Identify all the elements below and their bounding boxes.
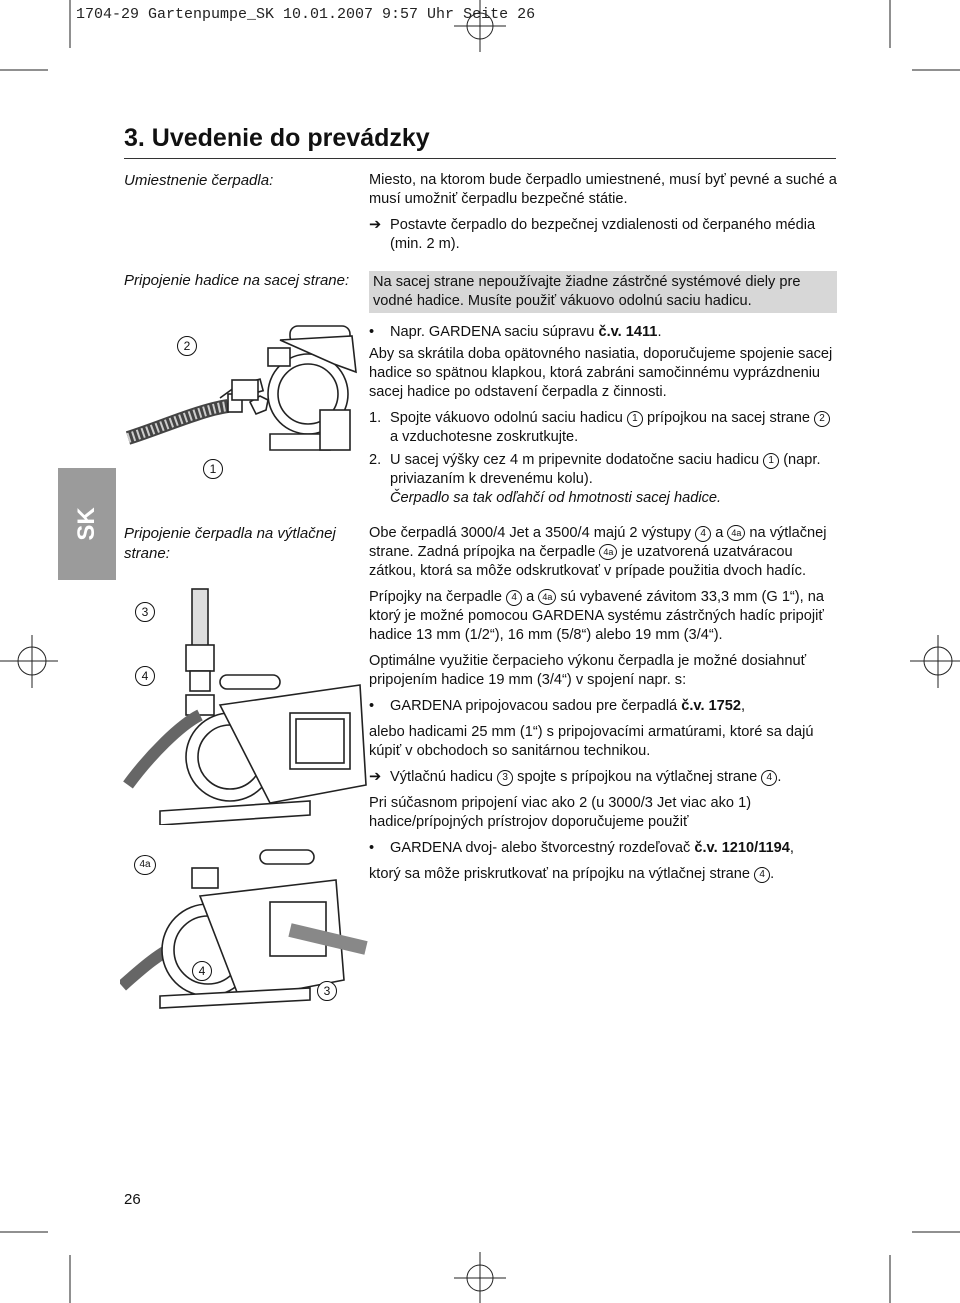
example-text: Napr. GARDENA saciu súpravu <box>390 324 599 340</box>
p1-d: je uzatvorená uzatváracou zátkou, ktorá sa môže odskrutkovať v prípade použitia dvoch hadíc. <box>369 544 807 579</box>
p2-c: sú vybavené závitom 33,3 mm (G 1“), na ktorý je možné pomocou GARDENA systému zástrčných hadíc pripojiť hadice 13 mm (1/2“), 16 mm (5/8“) alebo 19 mm (3/4“). <box>369 589 824 643</box>
fig-label-3: 3 <box>135 602 155 622</box>
pressure-p4: alebo hadicami 25 mm (1“) s pripojovacími armatúrami, ktoré sa dajú kúpiť v obchodoch so sanitárnou technikou. <box>369 724 814 759</box>
p2-a: Prípojky na čerpadle <box>369 589 507 605</box>
print-slug: 1704-29 Gartenpumpe_SK 10.01.2007 9:57 Uhr Seite 26 <box>76 6 536 23</box>
b1-c: , <box>741 698 746 714</box>
placement-instruction-text: Postavte čerpadlo do bezpečnej vzdialenosti od čerpaného média (min. 2 m). <box>390 217 816 252</box>
fig-label-2: 2 <box>177 336 197 356</box>
pressure-p2 <box>369 588 837 645</box>
arrow-icon: ➔ <box>369 769 382 785</box>
fig-label-3-rear: 3 <box>317 981 337 1001</box>
ref-2-icon: 2 <box>814 411 830 427</box>
suction-example <box>369 323 837 342</box>
fig-label-4a: 4a <box>134 855 156 875</box>
step1-text-b: prípojkou na sacej strane <box>642 410 815 426</box>
step2-text-b: (napr. priviazaním k drevenému kolu). <box>390 452 821 487</box>
ref-1-icon: 1 <box>627 411 643 427</box>
suction-step-2 <box>369 451 837 508</box>
b2-a: GARDENA dvoj- alebo štvorcestný rozdeľovač <box>390 840 695 856</box>
arrow-c: . <box>777 769 782 785</box>
section-title: 3. Uvedenie do prevádzky <box>124 124 430 152</box>
ref-4a-icon: 4a <box>599 544 617 560</box>
bullet-icon: • <box>369 840 375 856</box>
p6-b: . <box>770 866 775 882</box>
pressure-body <box>369 524 837 891</box>
arrow-a: Výtlačnú hadicu <box>390 769 498 785</box>
page-number: 26 <box>124 1191 141 1208</box>
p1-a: Obe čerpadlá 3000/4 Jet a 3500/4 majú 2 výstupy <box>369 525 696 541</box>
example-suffix: . <box>657 324 662 340</box>
pressure-illustration <box>120 585 370 825</box>
fig-label-1: 1 <box>203 459 223 479</box>
arrow-b: spojte s prípojkou na výtlačnej strane <box>513 769 762 785</box>
step-number: 1. <box>369 410 382 426</box>
pressure-p6 <box>369 865 837 884</box>
step2-text-a: U sacej výšky cez 4 m pripevnite dodatočne saciu hadicu <box>390 452 764 468</box>
placement-heading: Umiestnenie čerpadla: <box>124 172 274 189</box>
step1-text-c: a vzduchotesne zoskrutkujte. <box>390 429 579 445</box>
p1-b: a <box>711 525 728 541</box>
pressure-p5: Pri súčasnom pripojení viac ako 2 (u 3000/3 Jet viac ako 1) hadice/prípojných prístrojov doporučujeme použiť <box>369 795 752 830</box>
suction-step-1 <box>369 409 837 447</box>
suction-heading: Pripojenie hadice na sacej strane: <box>124 272 350 289</box>
ref-4-icon: 4 <box>754 867 770 883</box>
placement-text: Miesto, na ktorom bude čerpadlo umiestnené, musí byť pevné a suché a musí umožniť čerpadlu bezpečné státie. <box>369 172 837 207</box>
title-rule <box>124 158 836 159</box>
ref-4-icon: 4 <box>761 770 777 786</box>
b1-part-number: č.v. 1752 <box>681 698 742 714</box>
pressure-heading: Pripojenie čerpadla na výtlačnej strane: <box>124 525 336 562</box>
step1-text-a: Spojte vákuovo odolnú saciu hadicu <box>390 410 627 426</box>
b2-part-number: č.v. 1210/1194 <box>694 840 790 856</box>
step2-italic: Čerpadlo sa tak odľahčí od hmotnosti sacej hadice. <box>390 490 722 506</box>
ref-1-icon: 1 <box>763 453 779 469</box>
p2-b: a <box>522 589 539 605</box>
pressure-p3: Optimálne využitie čerpacieho výkonu čerpadla je možné dosiahnuť pripojením hadice 19 mm (3/4“) v spojení napr. s: <box>369 653 807 688</box>
suction-body <box>369 271 837 508</box>
b2-c: , <box>789 840 794 856</box>
language-tab <box>58 468 116 580</box>
pressure-bullet-2 <box>369 839 837 858</box>
ref-3-icon: 3 <box>497 770 513 786</box>
ref-4a-icon: 4a <box>727 525 745 541</box>
arrow-icon: ➔ <box>369 217 382 233</box>
bullet-icon: • <box>369 698 375 714</box>
ref-4-icon: 4 <box>695 526 711 542</box>
example-part-number: č.v. 1411 <box>598 324 658 340</box>
p6-a: ktorý sa môže priskrutkovať na prípojku na výtlačnej strane <box>369 866 755 882</box>
pressure-instruction <box>369 768 837 787</box>
placement-body <box>369 171 837 254</box>
b1-a: GARDENA pripojovacou sadou pre čerpadlá <box>390 698 682 714</box>
pressure-p1 <box>369 524 837 581</box>
language-tab-label: SK <box>73 507 100 541</box>
suction-note: Na sacej strane nepoužívajte žiadne zástrčné systémové diely pre vodné hadice. Musíte použiť vákuovo odolnú saciu hadicu. <box>369 271 837 313</box>
fig-label-4-rear: 4 <box>192 961 212 981</box>
fig-label-4: 4 <box>135 666 155 686</box>
bullet-icon: • <box>369 324 375 340</box>
ref-4-icon: 4 <box>506 590 522 606</box>
suction-advice: Aby sa skrátila doba opätovného nasiatia, doporučujeme spojenie sacej hadice so spätnou klapkou, ktorá zabráni samočinnému vyprázdneniu sacej hadice po odstavení čerpadla z činnosti. <box>369 346 833 400</box>
placement-instruction <box>369 216 837 254</box>
pressure-bullet-1 <box>369 697 837 716</box>
ref-4a-icon: 4a <box>538 589 556 605</box>
p1-c: na výtlačnej strane. Zadná prípojka na čerpadle <box>369 525 827 560</box>
step-number: 2. <box>369 452 382 468</box>
suction-illustration <box>120 310 360 470</box>
